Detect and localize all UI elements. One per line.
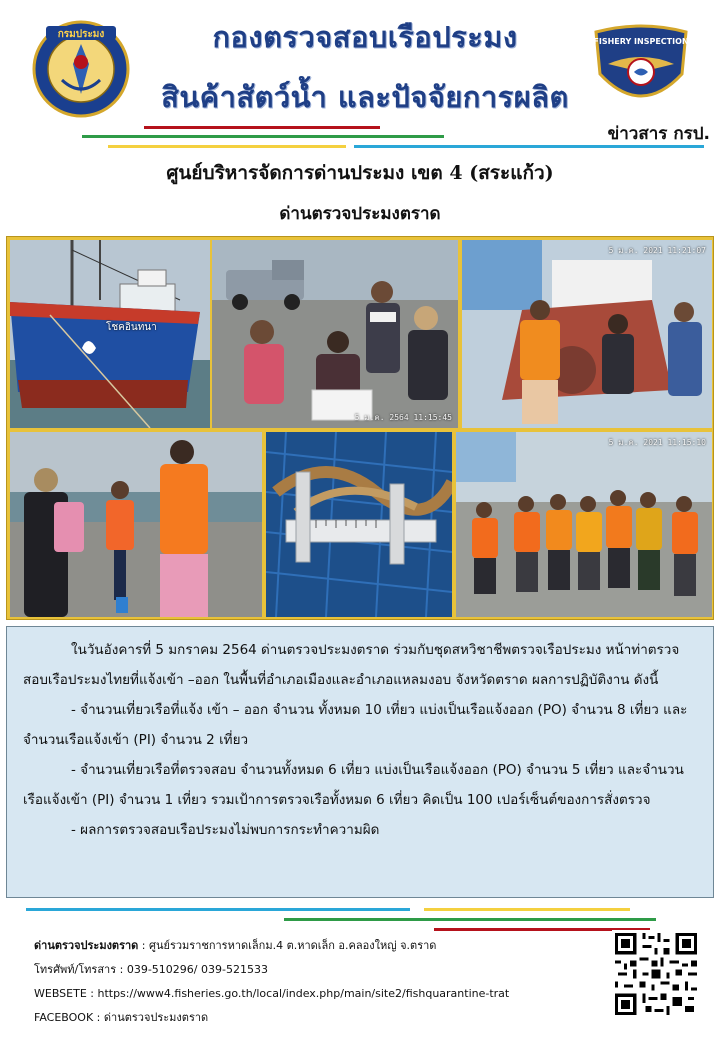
office-name: ด่านตรวจประมงตราด (279, 204, 441, 224)
divider-green (82, 135, 444, 138)
footer-divider-blue (26, 908, 410, 911)
page-title-line1: กองตรวจสอบเรือประมง (212, 20, 518, 54)
footer-office-address: : ศูนย์รวมราชการหาดเล็กม.4 ต.หาดเล็ก อ.คลองใหญ่ จ.ตราด (138, 939, 437, 952)
footer-phone-label: โทรศัพท์/โทรสาร : (34, 963, 124, 976)
fishery-inspection-logo (586, 20, 696, 118)
svg-text:DEPARTMENT OF FISHERIES: DEPARTMENT OF FISHERIES (599, 97, 683, 104)
qr-code[interactable] (612, 930, 700, 1018)
report-paragraph-intro: ในวันอังคารที่ 5 มกราคม 2564 ด่านตรวจประมงตราด ร่วมกับชุดสหวิชาชีพตรวจเรือประมง หน้าท่าตรวจสอบเรือประมงไทยที่แจ้งเข้า –ออก ในพื้นที่อำเภอเมืองและอำเภอแหลมงอบ จังหวัดตราด ผลการปฏิบัติงาน ดังนี้ (23, 642, 680, 688)
divider-blue (354, 145, 704, 148)
department-seal-logo (32, 20, 130, 118)
photo-crew-lifevests (10, 432, 262, 617)
photo-fishing-boat (10, 240, 210, 428)
footer-website-label: WEBSETE : (34, 987, 94, 1000)
footer-address-row (34, 936, 594, 960)
photo-timestamp: 5 ม.ค. 2564 11:15:45 (354, 413, 452, 422)
photo-timestamp-3: 5 ม.ค. 2021 11:21:07 (608, 246, 706, 255)
footer-divider-yellow (424, 908, 630, 911)
report-body (6, 626, 714, 898)
photo-crew-group (456, 432, 712, 617)
photo-collage (6, 236, 714, 620)
report-item-inspected-trips: - จำนวนเที่ยวเรือที่ตรวจสอบ จำนวนทั้งหมด 6 เที่ยว แบ่งเป็นเรือแจ้งออก (PO) จำนวน 5 เที่ยว และจำนวนเรือแจ้งเข้า (PI) จำนวน 1 เที่ยว รวมเป้าการตรวจเรือทั้งหมด 6 เที่ยว คิดเป็น 100 เปอร์เซ็นต์ของการสั่งตรวจ (23, 762, 684, 808)
news-label: ข่าวสาร กรป. (607, 124, 710, 144)
page-title-line2: สินค้าสัตว์น้ำ และปัจจัยการผลิต (161, 80, 569, 114)
report-text (23, 635, 703, 845)
report-item-result: - ผลการตรวจสอบเรือประมงไม่พบการกระทำความผิด (71, 822, 380, 838)
footer-office-label: ด่านตรวจประมงตราด (34, 939, 139, 952)
footer-facebook-link[interactable]: ด่านตรวจประมงตราด (100, 1011, 209, 1024)
boat-name-text: โชคอินทนา (106, 322, 157, 333)
svg-text:กรมประมง: กรมประมง (57, 29, 105, 40)
contact-footer (34, 936, 594, 1032)
photo-crew-deck (462, 240, 712, 428)
footer-website-link[interactable]: https://www4.fisheries.go.th/local/index.php/main/site2/fishquarantine-trat (93, 987, 510, 1000)
divider-red (144, 126, 380, 129)
report-item-notified-trips: - จำนวนเที่ยวเรือที่แจ้ง เข้า – ออก จำนวน ทั้งหมด 10 เที่ยว แบ่งเป็นเรือแจ้งออก (PO) จำนวน 8 เที่ยว และจำนวนเรือแจ้งเข้า (PI) จำนวน 2 เที่ยว (23, 702, 688, 748)
footer-facebook-label: FACEBOOK : (34, 1011, 101, 1024)
footer-phone-row (34, 960, 594, 984)
footer-facebook-row (34, 1008, 594, 1032)
footer-phone-value: 039-510296/ 039-521533 (123, 963, 268, 976)
photo-timestamp-6: 5 ม.ค. 2021 11:15:10 (608, 438, 706, 447)
svg-text:FISHERY INSPECTION: FISHERY INSPECTION (593, 37, 689, 46)
photo-officers-inspection (212, 240, 458, 428)
center-name: ศูนย์บริหารจัดการด่านประมง เขต 4 (สระแก้ว) (166, 162, 554, 184)
photo-net-measurement (266, 432, 452, 617)
footer-divider-green (284, 918, 656, 921)
footer-website-row (34, 984, 594, 1008)
divider-yellow (108, 145, 346, 148)
